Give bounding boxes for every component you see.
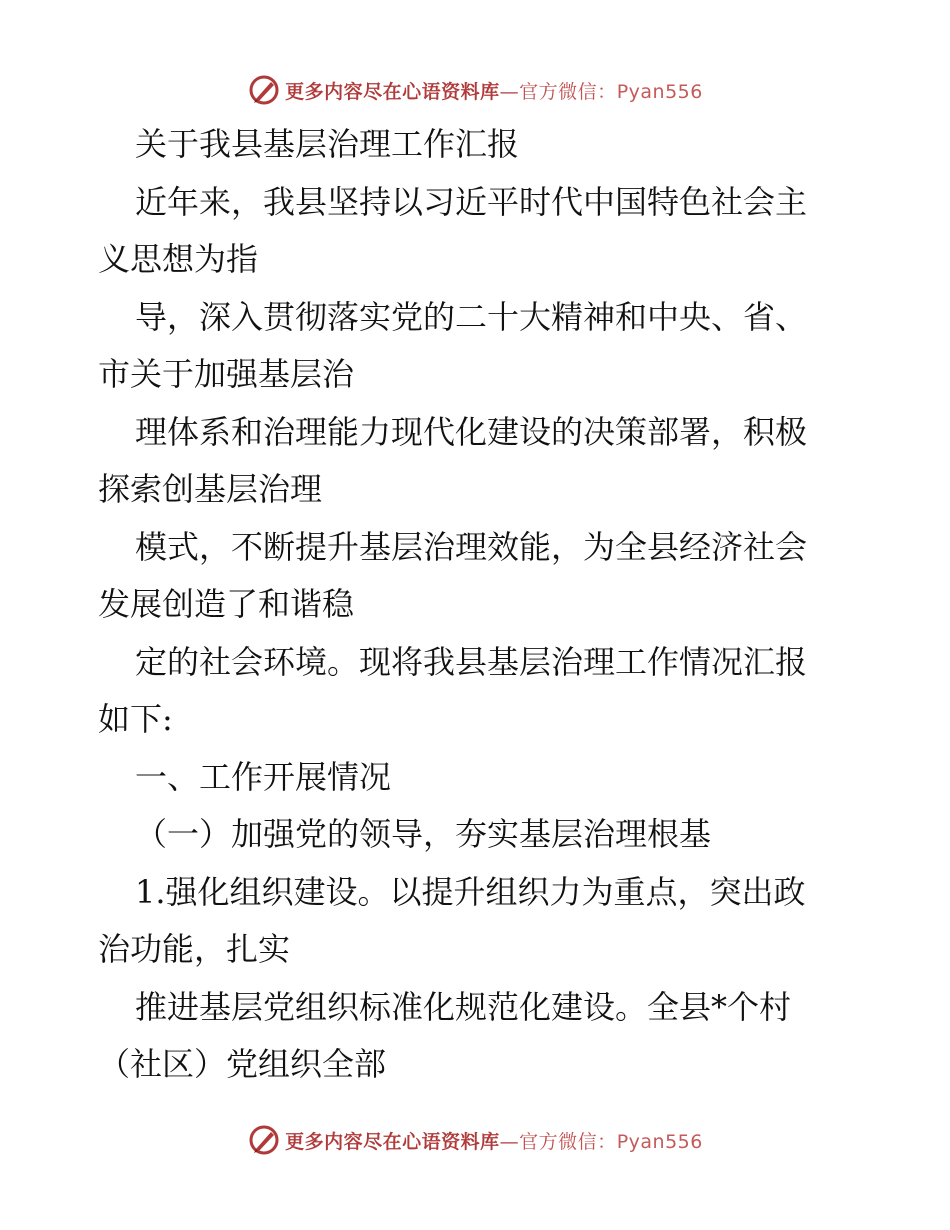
subsection-heading: （一）加强党的领导，夯实基层治理根基 [135,815,712,853]
text-line: 治功能，扎实 [98,930,291,968]
header-watermark-banner [0,70,950,110]
text-line: 市关于加强基层治 [98,355,355,393]
banner-separator: — [499,1130,520,1153]
banner-wechat-label: 官方微信： [519,80,617,103]
text-line: 近年来，我县坚持以习近平时代中国特色社会主 [135,182,808,221]
text-line: 推进基层党组织标准化规范化建设。全县*个村 [135,987,792,1026]
text-line: 探索创基层治理 [98,470,323,508]
text-line: 理体系和治理能力现代化建设的决策部署，积极 [135,412,808,451]
banner-site-text: 更多内容尽在心语资料库 [285,1130,500,1153]
text-line: 如下: [98,700,173,738]
banner-site-text: 更多内容尽在心语资料库 [285,80,500,103]
pen-logo-icon [247,73,281,107]
pen-logo-icon [247,1123,281,1157]
footer-watermark-banner [0,1120,950,1160]
document-title: 关于我县基层治理工作汇报 [135,125,520,163]
text-line: 导，深入贯彻落实党的二十大精神和中央、省、 [135,297,808,336]
text-line: 1.强化组织建设。以提升组织力为重点，突出政 [135,872,806,911]
text-line: 发展创造了和谐稳 [98,585,355,623]
text-line: 定的社会环境。现将我县基层治理工作情况汇报 [135,642,808,681]
banner-separator: — [499,80,520,103]
banner-wechat-label: 官方微信： [519,1130,617,1153]
text-line: 义思想为指 [98,240,259,278]
section-heading: 一、工作开展情况 [135,757,392,796]
banner-wechat-id: Pyan556 [616,1130,703,1153]
text-line: 模式，不断提升基层治理效能，为全县经济社会 [135,527,808,566]
text-line: （社区）党组织全部 [98,1045,387,1083]
banner-wechat-id: Pyan556 [616,80,703,103]
document-body [98,116,858,1094]
